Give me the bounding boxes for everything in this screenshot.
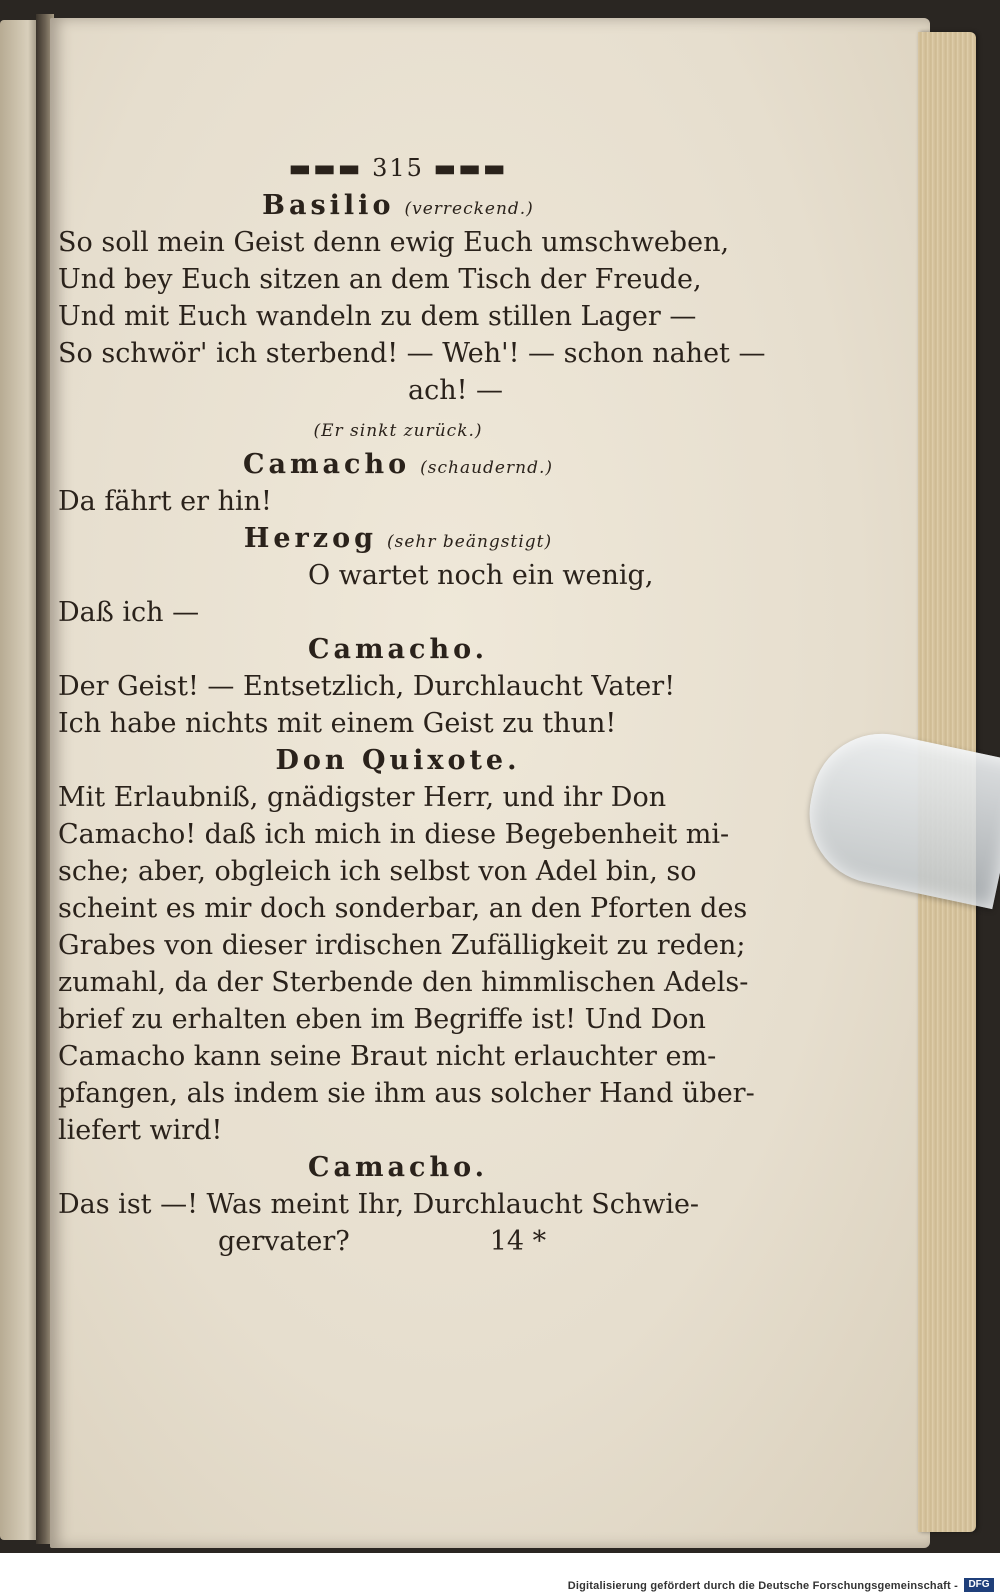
line-text: O wartet noch ein wenig, — [308, 560, 654, 591]
line-text: pfangen, als indem sie ihm aus solcher Hand über- — [58, 1078, 755, 1109]
text-line — [58, 705, 738, 742]
header-dashes-right: ▬▬▬ — [423, 154, 508, 182]
text-line — [58, 557, 738, 594]
speaker-name: Camacho. — [307, 634, 489, 665]
stage-direction: (schaudernd.) — [420, 458, 553, 478]
line-text: zumahl, da der Sterbende den himmlischen Adels- — [58, 967, 749, 998]
line-text: Camacho kann seine Braut nicht erlauchter em- — [58, 1041, 717, 1072]
text-line — [58, 1112, 738, 1149]
text-line — [58, 668, 738, 705]
text-line — [58, 409, 738, 446]
line-text: So schwör' ich sterbend! — Weh'! — schon nahet — — [58, 338, 766, 369]
text-line — [58, 631, 738, 668]
text-line — [58, 446, 738, 483]
text-line — [58, 742, 738, 779]
text-line — [58, 1001, 738, 1038]
text-line — [58, 372, 738, 409]
dfg-logo: DFG — [964, 1578, 994, 1592]
text-line — [58, 890, 748, 927]
page-number — [58, 150, 738, 187]
text-lines — [58, 187, 766, 1260]
speaker-name: Camacho — [243, 449, 411, 480]
page-text — [58, 150, 766, 1260]
speaker-name: Herzog — [243, 523, 377, 554]
line-text: Das ist —! Was meint Ihr, Durchlaucht Schwie- — [58, 1189, 700, 1220]
line-text: Ich habe nichts mit einem Geist zu thun! — [58, 708, 617, 739]
line-text: Da fährt er hin! — [58, 486, 272, 517]
line-text: Camacho! daß ich mich in diese Begebenheit mi- — [58, 819, 730, 850]
text-line — [58, 1149, 738, 1186]
line-text: ach! — — [408, 375, 504, 406]
stage-direction: (sehr beängstigt) — [386, 532, 553, 552]
stage-direction: (Er sinkt zurück.) — [313, 421, 483, 441]
speaker-name: Camacho. — [307, 1152, 489, 1183]
line-text: Mit Erlaubniß, gnädigster Herr, und ihr Don — [58, 782, 667, 813]
line-text: Und mit Euch wandeln zu dem stillen Lager — — [58, 301, 697, 332]
line-text: Und bey Euch sitzen an dem Tisch der Freude, — [58, 264, 702, 295]
text-line — [58, 520, 738, 557]
text-line — [58, 483, 738, 520]
left-page-edge — [0, 20, 40, 1540]
line-text: So soll mein Geist denn ewig Euch umschweben, — [58, 227, 730, 258]
text-line — [58, 335, 766, 372]
text-line — [58, 594, 738, 631]
page-number-value: 315 — [372, 154, 424, 182]
text-line — [58, 927, 746, 964]
text-line — [58, 964, 749, 1001]
text-line — [58, 1186, 738, 1223]
header-dashes-left: ▬▬▬ — [288, 154, 373, 182]
line-text: Grabes von dieser irdischen Zufälligkeit zu reden; — [58, 930, 746, 961]
stage-direction: (verreckend.) — [404, 199, 534, 219]
line-text: gervater? — [218, 1226, 350, 1257]
text-line — [58, 779, 738, 816]
text-line — [58, 1223, 738, 1260]
signature-mark: 14 * — [489, 1226, 547, 1257]
text-line — [58, 187, 738, 224]
text-line — [58, 298, 738, 335]
text-line — [58, 816, 738, 853]
text-line — [58, 853, 738, 890]
footer-credit: Digitalisierung gefördert durch die Deutsche Forschungsgemeinschaft - — [567, 1580, 958, 1592]
text-line — [58, 1075, 755, 1112]
line-text: sche; aber, obgleich ich selbst von Adel bin, so — [58, 856, 697, 887]
text-line — [58, 1038, 738, 1075]
text-line — [58, 224, 738, 261]
text-line — [58, 261, 738, 298]
line-text: brief zu erhalten eben im Begriffe ist! Und Don — [58, 1004, 706, 1035]
line-text: Daß ich — — [58, 597, 200, 628]
speaker-name: Basilio — [262, 190, 395, 221]
line-text: liefert wird! — [58, 1115, 223, 1146]
line-text: scheint es mir doch sonderbar, an den Pforten des — [58, 893, 748, 924]
speaker-name: Don Quixote. — [275, 745, 521, 776]
line-text: Der Geist! — Entsetzlich, Durchlaucht Vater! — [58, 671, 676, 702]
